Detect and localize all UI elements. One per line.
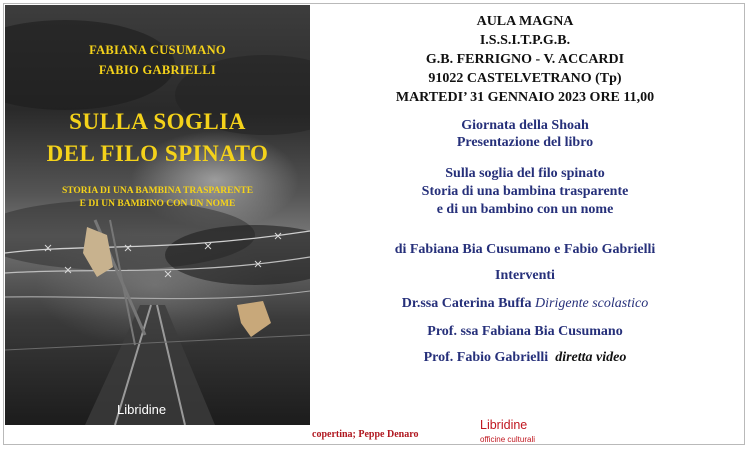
book-title-line-1: Sulla soglia del filo spinato — [445, 166, 605, 181]
occasion-line-1: Giornata della Shoah — [461, 118, 589, 133]
venue-line-4: 91022 CASTELVETRANO (Tp) — [428, 71, 622, 86]
speaker-2 — [330, 324, 720, 340]
speaker-1 — [330, 296, 720, 312]
speaker-1-name: Dr.ssa Caterina Buffa — [401, 296, 532, 311]
speaker-3 — [330, 350, 720, 366]
book-title-line-2: Storia di una bambina trasparente — [421, 184, 629, 199]
cover-credit: copertina; Peppe Denaro — [312, 429, 419, 440]
book-authors: di Fabiana Bia Cusumano e Fabio Gabrielli — [394, 242, 656, 257]
venue-line-3: G.B. FERRIGNO - V. ACCARDI — [425, 52, 625, 67]
publisher-logo-name: Libridine — [480, 418, 528, 432]
venue-line-2: I.S.S.I.T.P.G.B. — [479, 33, 571, 48]
cover-subtitle-line-1: STORIA DI UNA BAMBINA TRASPARENTE — [61, 186, 254, 196]
speaker-2-name: Prof. ssa Fabiana Bia Cusumano — [427, 324, 623, 339]
interventi-heading: Interventi — [495, 268, 555, 283]
speaker-1-role: Dirigente scolastico — [535, 296, 649, 311]
speaker-3-role: diretta video — [555, 350, 627, 365]
speaker-3-name: Prof. Fabio Gabrielli — [423, 350, 549, 365]
cover-title-line-2: DEL FILO SPINATO — [46, 141, 269, 166]
cover-author-1: FABIANA CUSUMANO — [89, 43, 226, 57]
cover-title-line-1: SULLA SOGLIA — [69, 109, 246, 134]
book-title-line-3: e di un bambino con un nome — [436, 202, 614, 217]
occasion-line-2: Presentazione del libro — [456, 135, 594, 150]
cover-subtitle-line-2: E DI UN BAMBINO CON UN NOME — [79, 199, 236, 209]
event-date: MARTEDI’ 31 GENNAIO 2023 ORE 11,00 — [395, 90, 655, 105]
book-cover — [5, 5, 310, 425]
publisher-logo-tagline: officine culturali — [480, 435, 535, 444]
cover-publisher: Libridine — [117, 402, 167, 417]
cover-author-2: FABIO GABRIELLI — [98, 63, 217, 77]
venue-line-1: AULA MAGNA — [476, 14, 574, 29]
